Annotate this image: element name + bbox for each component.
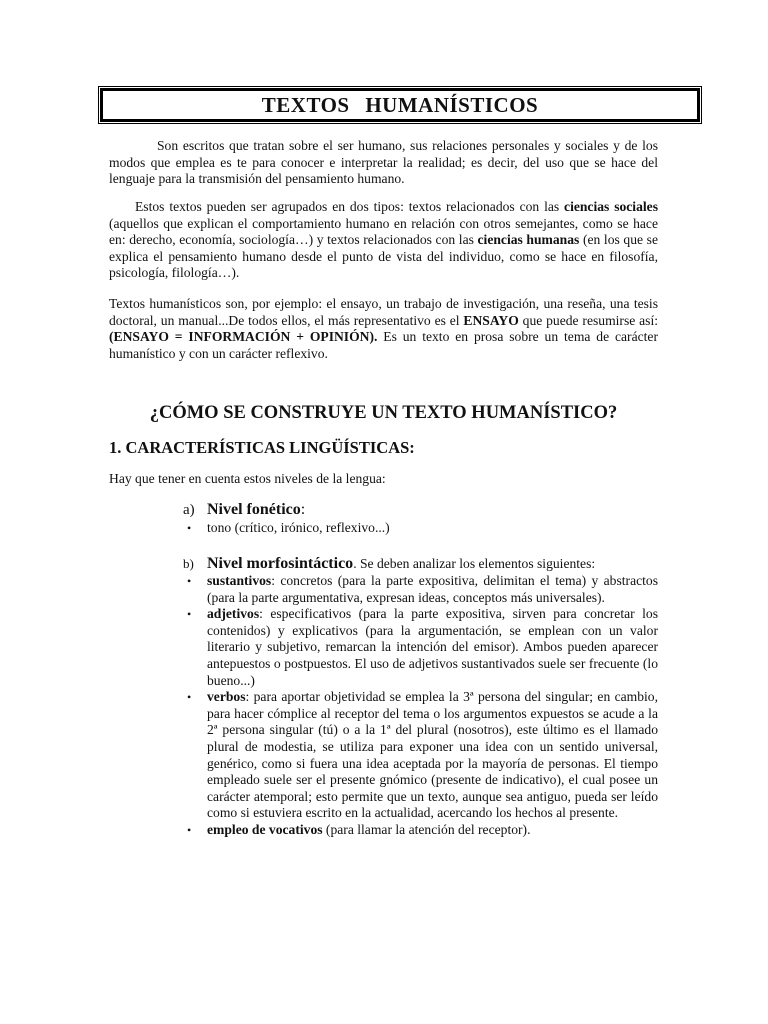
formula-ensayo: (ENSAYO = INFORMACIÓN + OPINIÓN). [109,329,378,345]
term: sustantivos [207,573,272,588]
text: : [300,501,306,518]
list-item [183,573,658,606]
text: : especificativos (para la parte expositiva, sirven para concretar los contenidos) y explicativos (para la argumentación, se emplean con un valor literario y subjetivo, remarcan la intención del emisor). Ambos pueden aparecer antepuestos o postpuestos. El uso de adjetivos sustantivados suele ser frecuente (lo bueno...) [207,606,658,688]
level-b-heading [183,554,658,573]
bullet: • [187,822,192,837]
term-ciencias-humanas: ciencias humanas [477,232,580,248]
list-item [183,520,658,537]
level-a-title: Nivel fonético [207,501,301,518]
text: : concretos (para la parte expositiva, delimitan el tema) y abstractos (para la parte argumentativa, expresan ideas, conceptos más universales). [207,573,658,605]
level-b-label: b) [183,556,194,571]
text: que puede resumirse así: [518,312,658,328]
text: : para aportar objetividad se emplea la 3ª persona del singular; en cambio, para hacer cómplice al receptor del tema o los argumentos expuestos se acude a la 2ª persona singular (tú) o a la 1ª del plural (nosotros), este último es el llamado plural de modestia, se utiliza para exponer una idea con un sentido universal, genérico, como si fuera una idea aceptada por la mayoría de personas. El tiempo empleado suele ser el presente gnómico (presente de indicativo), el cual posee un carácter atemporal; esto permite que un texto, aunque sea antiguo, pueda ser leído como si estuviera escrito en la actualidad, acercando los hechos al presente. [207,689,658,821]
text: (aquellos que explican el comportamiento humano en relación con otros semejantes, como se hace en: derecho, economía, sociología…) y textos relacionados con las [109,215,658,248]
level-b-title: Nivel morfosintáctico [207,555,354,572]
examples-paragraph [109,296,658,362]
types-paragraph [109,199,658,282]
term: adjetivos [207,606,260,622]
term: empleo de vocativos [207,821,323,837]
bullet: • [187,521,192,535]
term-ciencias-sociales: ciencias sociales [564,199,658,214]
bullet: • [187,607,192,622]
level-a-list [183,520,658,537]
intro-paragraph [109,138,658,188]
paragraph-examples [109,296,658,362]
title-box [98,86,702,124]
paragraph-definition: Son escritos que tratan sobre el ser humano, sus relaciones personales y sociales y de los modos que emplea es te para conocer e interpretar la realidad; es decir, del uso que se hace del lenguaje para la transmisión del pensamiento humano. [109,138,658,187]
text: Textos humanísticos son, por ejemplo: el ensayo, un trabajo de investigación, una reseña, una tesis doctoral, un manual...De todos ellos, el más representativo es el [109,296,658,328]
title-frame [102,90,698,120]
text: tono (crítico, irónico, reflexivo...) [207,520,390,535]
level-a-heading [183,500,658,520]
term: verbos [207,689,246,705]
intro-line: Hay que tener en cuenta estos niveles de la lengua: [109,471,386,486]
intro-line-wrap [109,471,658,488]
level-a [183,500,658,537]
document-title: TEXTOS HUMANÍSTICOS [261,92,539,117]
bullet: • [187,574,192,588]
list-item [183,822,658,839]
main-heading-wrap [109,405,658,422]
list-item [183,689,658,822]
text: Estos textos pueden ser agrupados en dos tipos: textos relacionados con las [135,199,565,214]
section-heading-wrap [109,440,658,457]
main-heading: ¿CÓMO SE CONSTRUYE UN TEXTO HUMANÍSTICO? [149,403,618,423]
level-b [183,554,658,839]
text: (para llamar la atención del receptor). [322,821,531,837]
bullet: • [187,690,192,705]
text: Es un texto en prosa sobre un tema de carácter humanístico y con un carácter reflexivo. [109,329,658,361]
level-b-list [183,573,658,839]
term-ensayo: ENSAYO [463,312,519,328]
level-a-label: a) [183,502,195,518]
text: . Se deben analizar los elementos siguientes: [353,556,596,571]
section-heading: 1. CARACTERÍSTICAS LINGÜÍSTICAS: [109,438,415,457]
text: (en los que se explica el pensamiento humano desde el punto de vista del individuo, como se hace en filosofía, psicología, filología…). [109,232,658,281]
list-item [183,606,658,689]
paragraph-types [109,199,658,282]
